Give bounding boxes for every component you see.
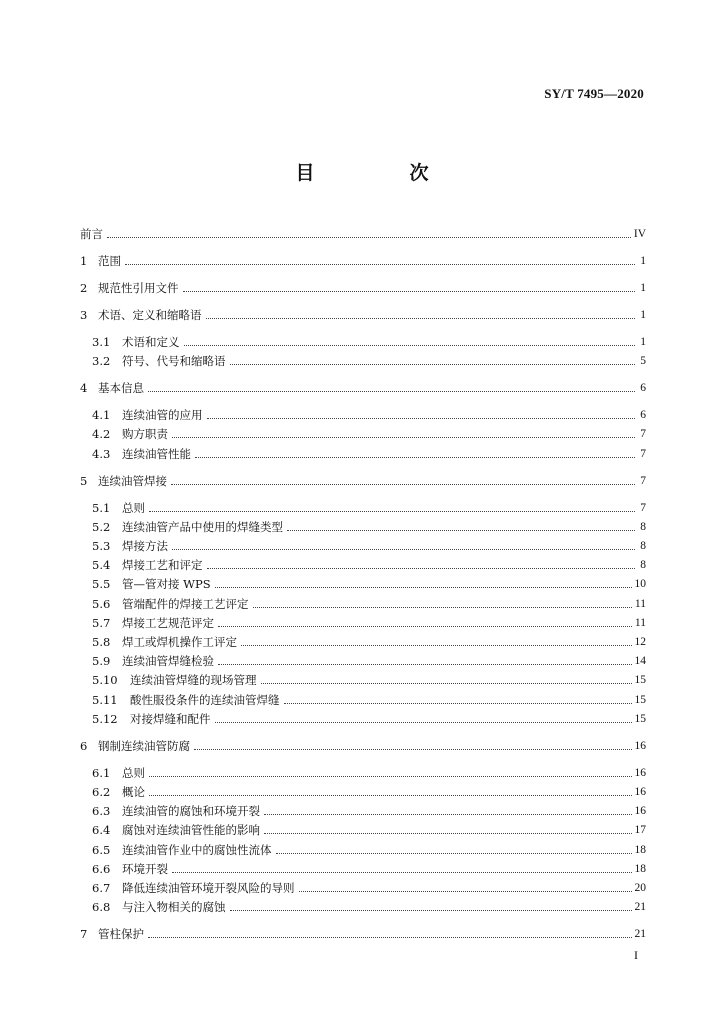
toc-entry-label: 焊接方法 bbox=[122, 539, 168, 553]
dot-leader bbox=[172, 437, 635, 438]
toc-entry-label: 概论 bbox=[122, 785, 145, 799]
toc-title: 目 次 bbox=[295, 162, 467, 184]
dot-leader bbox=[207, 418, 636, 419]
toc-entry-number: 6.1 bbox=[92, 765, 111, 780]
toc-entry-page: 8 bbox=[640, 520, 646, 533]
toc-entry-label: 规范性引用文件 bbox=[98, 281, 179, 295]
toc-entry-label: 与注入物相关的腐蚀 bbox=[122, 900, 226, 915]
toc-entry-number: 6.8 bbox=[92, 900, 111, 915]
dot-leader bbox=[171, 484, 635, 485]
toc-entry-number: 4 bbox=[80, 381, 88, 396]
toc-entry-page: 15 bbox=[634, 693, 646, 706]
dot-leader bbox=[230, 364, 636, 365]
dot-leader bbox=[215, 722, 632, 723]
dot-leader bbox=[215, 587, 632, 588]
toc-entry-label: 管柱保护 bbox=[98, 927, 144, 942]
toc-entry[interactable] bbox=[80, 279, 646, 297]
toc-entry-label: 降低连续油管环境开裂风险的导则 bbox=[122, 881, 295, 895]
dot-leader bbox=[241, 645, 632, 646]
toc-entry-page: 11 bbox=[634, 597, 646, 610]
toc-entry-label: 术语和定义 bbox=[122, 335, 180, 349]
toc-entry-number: 5.8 bbox=[92, 635, 111, 649]
toc-entry-number: 1 bbox=[80, 254, 88, 268]
toc-entry-label: 环境开裂 bbox=[122, 861, 168, 876]
toc-entry-label: 基本信息 bbox=[98, 381, 144, 396]
toc-entry-label: 连续油管焊缝检验 bbox=[122, 654, 214, 669]
toc-entry[interactable] bbox=[80, 306, 646, 324]
toc-entry-label: 连续油管焊缝的现场管理 bbox=[130, 673, 257, 688]
toc-entry-number: 3.2 bbox=[92, 354, 111, 369]
toc-entry[interactable] bbox=[92, 333, 646, 351]
toc-entry[interactable] bbox=[92, 499, 646, 517]
dot-leader bbox=[261, 683, 632, 684]
toc-entry[interactable] bbox=[92, 595, 646, 613]
toc-entry-number: 5.9 bbox=[92, 654, 111, 669]
toc-entry[interactable] bbox=[92, 633, 646, 651]
toc-entry[interactable] bbox=[80, 472, 646, 490]
toc-entry-number: 5.10 bbox=[92, 673, 118, 688]
toc-entry-page: 8 bbox=[640, 559, 646, 572]
dot-leader bbox=[172, 549, 635, 550]
toc-entry-number: 6.4 bbox=[92, 823, 111, 838]
dot-leader bbox=[148, 937, 632, 938]
toc-entry-page: 6 bbox=[640, 382, 646, 395]
dot-leader bbox=[284, 703, 632, 704]
toc-entry[interactable] bbox=[92, 691, 646, 709]
toc-entry[interactable] bbox=[92, 710, 646, 728]
toc-entry-label: 前言 bbox=[80, 227, 103, 241]
toc-entry-label: 管—管对接 WPS bbox=[122, 577, 211, 592]
toc-entry-label: 总则 bbox=[122, 765, 145, 780]
toc-entry[interactable] bbox=[80, 925, 646, 943]
toc-entry[interactable] bbox=[92, 671, 646, 689]
toc-entry-number: 5.3 bbox=[92, 539, 111, 553]
toc-entry[interactable] bbox=[92, 783, 646, 801]
toc-entry[interactable] bbox=[92, 821, 646, 839]
toc-entry[interactable] bbox=[92, 352, 646, 370]
dot-leader bbox=[253, 607, 632, 608]
toc-entry[interactable] bbox=[92, 652, 646, 670]
dot-leader bbox=[264, 833, 632, 834]
toc-entry[interactable] bbox=[92, 898, 646, 916]
toc-entry-number: 6 bbox=[80, 738, 88, 753]
toc-entry[interactable] bbox=[92, 802, 646, 820]
toc-entry-number: 5.11 bbox=[92, 692, 118, 707]
toc-entry-page: 21 bbox=[634, 928, 646, 941]
dot-leader bbox=[148, 391, 635, 392]
toc-entry-number: 5.6 bbox=[92, 596, 111, 611]
toc-entry-label: 符号、代号和缩略语 bbox=[122, 354, 226, 369]
toc-entry-number: 6.3 bbox=[92, 804, 111, 819]
toc-entry-number: 4.1 bbox=[92, 408, 111, 423]
toc-entry-page: 14 bbox=[634, 655, 646, 668]
dot-leader bbox=[264, 814, 632, 815]
toc-entry-label: 总则 bbox=[122, 500, 145, 515]
toc-entry-page: 7 bbox=[640, 501, 646, 514]
toc-entry-label: 腐蚀对连续油管性能的影响 bbox=[122, 823, 260, 838]
dot-leader bbox=[230, 910, 632, 911]
toc-entry-page: 15 bbox=[634, 712, 646, 725]
toc-entry-number: 2 bbox=[80, 281, 88, 295]
toc-entry-page: 16 bbox=[634, 766, 646, 779]
page-number: I bbox=[634, 948, 638, 962]
toc-entry-label: 连续油管的腐蚀和环境开裂 bbox=[122, 804, 260, 819]
toc-entry-label: 连续油管作业中的腐蚀性流体 bbox=[122, 842, 272, 857]
standard-code: SY/T 7495—2020 bbox=[544, 86, 644, 101]
toc-entry-page: 20 bbox=[634, 882, 646, 894]
toc-entry-label: 焊工或焊机操作工评定 bbox=[122, 635, 237, 649]
toc-entry-page: 1 bbox=[640, 336, 646, 348]
toc-entry-label: 连续油管的应用 bbox=[122, 408, 203, 423]
toc-entry-page: 16 bbox=[634, 786, 646, 798]
toc-entry-number: 6.6 bbox=[92, 861, 111, 876]
dot-leader bbox=[206, 318, 636, 319]
toc-entry-page: 7 bbox=[640, 474, 646, 487]
dot-leader bbox=[194, 749, 632, 750]
dot-leader bbox=[172, 872, 632, 873]
toc-entry[interactable] bbox=[92, 445, 646, 463]
toc-entry-page: 16 bbox=[634, 739, 646, 752]
toc-entry-page: 21 bbox=[634, 901, 646, 914]
toc-entry[interactable] bbox=[92, 879, 646, 897]
toc-entry-page: 18 bbox=[634, 862, 646, 875]
toc-entry[interactable] bbox=[92, 764, 646, 782]
dot-leader bbox=[149, 511, 635, 512]
toc-entry-page: 1 bbox=[640, 282, 646, 294]
dot-leader bbox=[299, 891, 632, 892]
toc-entry-number: 5.7 bbox=[92, 615, 111, 630]
toc-entry-number: 5.1 bbox=[92, 500, 111, 515]
toc-entry-page: 6 bbox=[640, 409, 646, 422]
toc-entry-number: 7 bbox=[80, 927, 88, 942]
toc-entry-page: 17 bbox=[634, 824, 646, 837]
toc-entry-page: 11 bbox=[634, 616, 646, 629]
toc-entry[interactable] bbox=[92, 537, 646, 555]
toc-entry-page: 1 bbox=[640, 255, 646, 267]
toc-entry-page: 7 bbox=[640, 428, 646, 441]
toc-entry-number: 3 bbox=[80, 308, 88, 322]
dot-leader bbox=[218, 626, 632, 627]
toc-entry-page: 8 bbox=[640, 540, 646, 552]
toc-entry-label: 连续油管产品中使用的焊缝类型 bbox=[122, 519, 283, 534]
toc-entry-number: 4.3 bbox=[92, 446, 111, 461]
toc-entry-page: 15 bbox=[634, 674, 646, 687]
toc-entry-label: 范围 bbox=[98, 254, 121, 268]
toc-entry-number: 5.5 bbox=[92, 577, 111, 592]
toc-entry-label: 焊接工艺和评定 bbox=[122, 558, 203, 573]
toc-entry-page: 12 bbox=[634, 636, 646, 648]
toc-entry[interactable] bbox=[92, 860, 646, 878]
dot-leader bbox=[183, 291, 636, 292]
dot-leader bbox=[149, 776, 632, 777]
dot-leader bbox=[125, 264, 635, 265]
toc-entry-number: 5.4 bbox=[92, 558, 111, 573]
toc-entry-page: 16 bbox=[634, 805, 646, 818]
dot-leader bbox=[276, 853, 632, 854]
dot-leader bbox=[195, 457, 635, 458]
toc-entry-page: 1 bbox=[640, 309, 646, 321]
toc-entry-label: 连续油管性能 bbox=[122, 446, 191, 461]
dot-leader bbox=[207, 568, 636, 569]
dot-leader bbox=[218, 664, 632, 665]
toc-entry[interactable] bbox=[92, 575, 646, 593]
toc-entry-page: 5 bbox=[640, 355, 646, 368]
toc-entry-number: 5 bbox=[80, 473, 88, 488]
toc-entry-number: 6.7 bbox=[92, 881, 111, 895]
toc-entry-number: 6.5 bbox=[92, 842, 111, 857]
toc-entry[interactable] bbox=[92, 841, 646, 859]
dot-leader bbox=[149, 795, 632, 796]
toc-entry-page: 7 bbox=[640, 447, 646, 460]
toc-entry[interactable] bbox=[92, 556, 646, 574]
toc-entry-number: 5.2 bbox=[92, 519, 111, 534]
toc-entry-number: 4.2 bbox=[92, 427, 111, 442]
toc-entry-page: IV bbox=[633, 228, 646, 240]
toc-entry-label: 焊接工艺规范评定 bbox=[122, 615, 214, 630]
toc-entry-number: 5.12 bbox=[92, 711, 118, 726]
toc-entry[interactable] bbox=[80, 379, 646, 397]
toc-entry[interactable] bbox=[80, 737, 646, 755]
toc-entry-label: 连续油管焊接 bbox=[98, 473, 167, 488]
toc-entry-label: 钢制连续油管防腐 bbox=[98, 738, 190, 753]
toc-entry-number: 3.1 bbox=[92, 335, 111, 349]
toc-entry-number: 6.2 bbox=[92, 785, 111, 799]
toc-entry[interactable] bbox=[80, 225, 646, 243]
dot-leader bbox=[107, 237, 631, 238]
toc-entry-page: 10 bbox=[634, 578, 646, 591]
toc-entry[interactable] bbox=[92, 406, 646, 424]
toc-entry-label: 管端配件的焊接工艺评定 bbox=[122, 596, 249, 611]
toc-entry[interactable] bbox=[92, 425, 646, 443]
toc-entry-label: 术语、定义和缩略语 bbox=[98, 308, 202, 322]
toc-entry[interactable] bbox=[80, 252, 646, 270]
toc-entry-label: 购方职责 bbox=[122, 427, 168, 442]
toc-entry-label: 对接焊缝和配件 bbox=[130, 711, 211, 726]
dot-leader bbox=[287, 530, 635, 531]
toc-entry[interactable] bbox=[92, 518, 646, 536]
toc-entry-page: 18 bbox=[634, 843, 646, 856]
toc-entry-label: 酸性服役条件的连续油管焊缝 bbox=[130, 692, 280, 707]
toc-entry[interactable] bbox=[92, 614, 646, 632]
dot-leader bbox=[184, 345, 636, 346]
